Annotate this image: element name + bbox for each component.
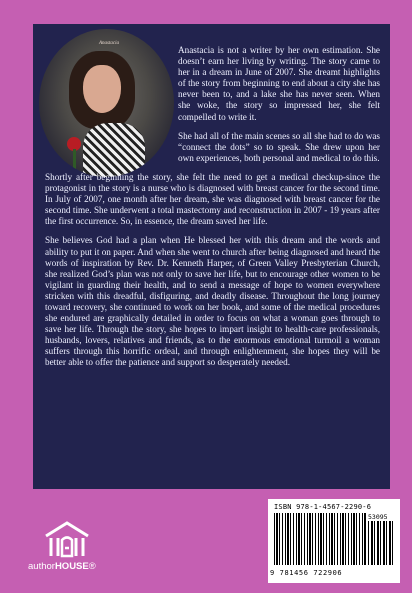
house-book-icon bbox=[42, 520, 92, 560]
publisher-logo bbox=[28, 520, 108, 580]
photo-signature: Anastacia bbox=[99, 41, 119, 46]
publisher-name-part2: HOUSE bbox=[54, 561, 89, 572]
paragraph-2: She had all of the main scenes so all she had to do was “connect the dots” so to speak. She drew upon her own experiences, both personal and medical to do this. bbox=[178, 130, 380, 163]
barcode-addon-digits: 53095 bbox=[368, 513, 388, 521]
publisher-name-part1: author bbox=[28, 561, 55, 572]
paragraph-3: Shortly after beginning the story, she felt the need to get a medical checkup-since the protagonist in the story is a nurse who is diagnosed with breast cancer for the second time. In July of 2007, one month after her dream, she was diagnosed with breast cancer for the second time. She underwent a total mastectomy and reconstruction in 2007 - 19 years after the first occurrence. So, in essence, the dream saved her life. bbox=[45, 171, 380, 227]
paragraph-1: Anastacia is not a writer by her own estimation. She doesn’t earn her living by writing. The story came to her in a dream in June of 2007. She dreamt highlights of the story from beginning to end about a city she has never been to, and a lake she has never seen. When she woke, the story so impressed her, she felt compelled to write it. bbox=[178, 45, 380, 122]
barcode-addon-bars bbox=[368, 521, 394, 565]
registered-mark: ® bbox=[88, 561, 96, 572]
barcode-bars bbox=[274, 513, 366, 565]
barcode-digits: 9 781456 722906 bbox=[270, 569, 343, 577]
back-cover-panel bbox=[33, 24, 390, 489]
publisher-wordmark bbox=[28, 561, 96, 572]
paragraph-4: She believes God had a plan when He blessed her with this dream and the words and ability to put it on paper. And when she went to church after being diagnosed and heard the words of inspiration by Rev. Dr. Kenneth Harper, of Green Valley Presbyterian Church, she realized God’s plan was not only to save her life, but to encourage other women to be vigilant in guarding their health, and to send a message of hope to women everywhere stricken with this dreadful, disfiguring, and deadly disease. Throughout the long journey toward recovery, she continued to work on her book, and some of the medical procedures she endured are graphically detailed in order to focus on what a woman goes through to save her life. Through the story, she hopes to impart insight to health-care professionals, husbands, lovers, relatives and friends, as to the enormous emotional turmoil a woman suffers through this horrific ordeal, and through enlightenment, she hopes they will be better able to offer the patience and support so desperately needed. bbox=[45, 235, 380, 368]
blurb-text bbox=[45, 45, 380, 377]
isbn-label: ISBN 978-1-4567-2290-6 bbox=[274, 503, 372, 511]
isbn-barcode bbox=[268, 499, 400, 583]
